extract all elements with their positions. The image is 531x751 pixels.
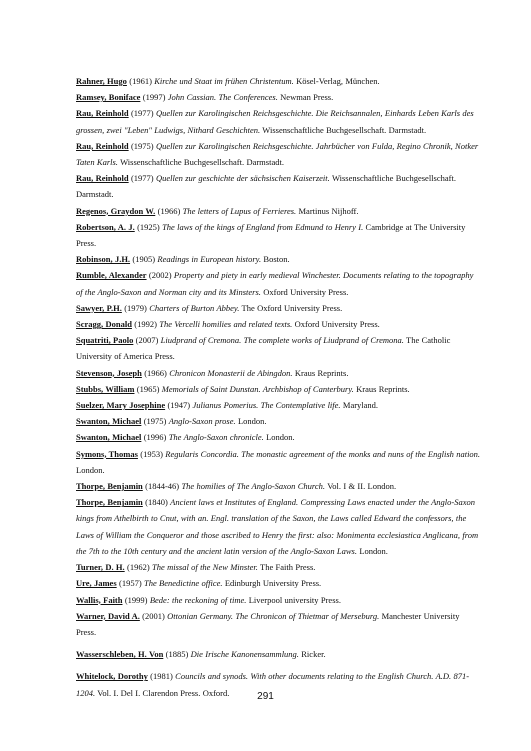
entry-year: (1975) (143, 416, 167, 427)
entry-author: Thorpe, Benjamin (76, 497, 143, 508)
bibliography-entry (76, 203, 481, 219)
entry-publisher: Martinus Nijhoff. (298, 205, 359, 216)
entry-author: Rahner, Hugo (76, 76, 127, 86)
entry-author: Ramsey, Boniface (76, 92, 141, 103)
entry-author: Robinson, J.H. (76, 254, 131, 265)
entry-author: Wasserschleben, H. Von (76, 649, 164, 660)
entry-year: (1992) (134, 319, 157, 330)
bibliography-entry (76, 105, 481, 137)
entry-author: Rau, Reinhold (76, 140, 129, 151)
entry-publisher: Oxford University Press. (294, 319, 380, 330)
bibliography-list (76, 73, 481, 701)
entry-year: (1996) (143, 432, 167, 443)
entry-publisher: Newman Press. (280, 92, 334, 103)
entry-year: (1977) (130, 173, 154, 184)
entry-publisher: The Oxford University Press. (241, 302, 343, 313)
entry-title: Julianus Pomerius. The Contemplative life. (192, 400, 341, 411)
entry-author: Thorpe, Benjamin (76, 481, 143, 492)
entry-year: (1981) (150, 671, 173, 682)
entry-title: Quellen zur Karolingischen Reichsgeschichte. Jahrbücher von Fulda, Regino Chronik, Notker Taten Karls. (76, 140, 479, 168)
bibliography-entry (76, 332, 481, 364)
entry-author: Rumble, Alexander (76, 270, 147, 281)
entry-publisher: Wissenschaftliche Buchgesellschaft. Darmstadt. (120, 157, 284, 168)
bibliography-entry (76, 365, 481, 381)
entry-title: Readings in European history. (157, 254, 262, 265)
entry-year: (1961) (129, 76, 152, 86)
bibliography-entry (76, 478, 481, 494)
bibliography-entry (76, 575, 481, 591)
entry-year: (1966) (157, 205, 181, 216)
bibliography-entry (76, 559, 481, 575)
entry-year: (1979) (124, 302, 147, 313)
bibliography-entry (76, 219, 481, 251)
bibliography-entry (76, 170, 481, 202)
entry-publisher: Wissenschaftliche Buchgesellschaft. Darmstadt. (76, 173, 456, 200)
page-number: 291 (257, 691, 274, 702)
entry-year: (1953) (140, 448, 163, 459)
entry-title: The Anglo-Saxon chronicle. (168, 432, 264, 443)
entry-title: The letters of Lupus of Ferrieres. (182, 205, 297, 216)
bibliography-entry (76, 73, 481, 89)
entry-author: Ure, James (76, 578, 117, 589)
bibliography-entry (76, 267, 481, 299)
entry-year: (1844-46) (145, 481, 180, 492)
bibliography-entry (76, 300, 481, 316)
entry-author: Scragg, Donald (76, 319, 132, 330)
entry-title: Die Irische Kanonensammlung. (190, 649, 299, 660)
bibliography-entry (76, 446, 481, 478)
entry-publisher: Kösel-Verlag, München. (296, 76, 380, 86)
entry-title: The laws of the kings of England from Edmund to Henry I. (162, 221, 364, 232)
entry-title: The Vercelli homilies and related texts. (159, 319, 293, 330)
entry-title: John Cassian. The Conferences. (167, 92, 278, 103)
entry-year: (1977) (130, 108, 154, 119)
entry-year: (1885) (165, 649, 189, 660)
bibliography-entry (76, 89, 481, 105)
entry-year: (1957) (118, 578, 142, 589)
entry-title: Chronicon Monasterii de Abingdon. (169, 367, 293, 378)
entry-title: Ottonian Germany. The Chronicon of Thietmar of Merseburg. (167, 610, 380, 621)
entry-title: Quellen zur Karolingischen Reichsgeschichte. Die Reichsannalen, Einhards Leben Karls des grossen, zwei "Leben" Ludwigs, Nithard Geschichten. (76, 108, 474, 135)
entry-title: Liudprand of Cremona. The complete works of Liudprand of Cremona. (160, 335, 404, 346)
entry-title: Memorials of Saint Dunstan. Archbishop of Canterbury. (161, 383, 354, 394)
bibliography-entry (76, 413, 481, 429)
entry-title: Anglo-Saxon prose. (168, 416, 236, 427)
entry-author: Turner, D. H. (76, 562, 125, 573)
bibliography-entry (76, 608, 481, 640)
bibliography-entry (76, 381, 481, 397)
entry-title: Bede: the reckoning of time. (149, 594, 247, 605)
entry-author: Stevenson, Joseph (76, 367, 142, 378)
entry-title: The Benedictine office. (143, 578, 223, 589)
entry-author: Warner, David A. (76, 610, 140, 621)
entry-year: (1840) (145, 497, 168, 508)
entry-publisher: Maryland. (342, 400, 379, 411)
entry-author: Rau, Reinhold (76, 108, 129, 119)
bibliography-entry (76, 494, 481, 559)
entry-publisher: Kraus Reprints. (356, 383, 410, 394)
entry-year: (1966) (144, 367, 167, 378)
entry-publisher: Vol. I. Del I. Clarendon Press. Oxford. (97, 687, 230, 698)
bibliography-entry (76, 429, 481, 445)
entry-title: Kirche und Staat im frühen Christentum. (154, 76, 294, 86)
entry-title: Ancient laws et Institutes of England. Compressing Laws enacted under the Anglo-Saxon kings from Athelbirth to Cnut, with an. Engl. translation of the Saxon, the Laws called Edward the confessors, the Laws of William the Conqueror and those ascribed to Henry the first: also: Monimenta ecclesiastica Anglicana, from the 7th to the 10th century and the ancient latin version of the Anglo-Saxon Laws. (76, 497, 479, 556)
entry-title: Regularis Concordia. The monastic agreement of the monks and nuns of the English nation. (165, 448, 481, 459)
entry-author: Wallis, Faith (76, 594, 123, 605)
entry-publisher: London. (76, 464, 105, 475)
entry-author: Stubbs, William (76, 383, 135, 394)
entry-author: Rau, Reinhold (76, 173, 129, 184)
entry-author: Suelzer, Mary Josephine (76, 400, 166, 411)
entry-year: (1997) (142, 92, 166, 103)
entry-publisher: Ricker. (301, 649, 326, 660)
entry-publisher: Liverpool university Press. (248, 594, 341, 605)
entry-publisher: Boston. (263, 254, 290, 265)
entry-author: Whitelock, Dorothy (76, 671, 148, 682)
bibliography-entry (76, 316, 481, 332)
bibliography-entry (76, 646, 481, 662)
entry-year: (1999) (124, 594, 148, 605)
entry-publisher: Wissenschaftliche Buchgesellschaft. Darmstadt. (262, 124, 427, 135)
entry-author: Regenos, Graydon W. (76, 205, 156, 216)
entry-title: The missal of the New Minster. (152, 562, 258, 573)
entry-year: (1975) (130, 140, 154, 151)
entry-title: Property and piety in early medieval Winchester. Documents relating to the topography of the Anglo-Saxon and Norman city and its Minsters. (76, 270, 474, 297)
entry-publisher: Oxford University Press. (263, 286, 349, 297)
bibliography-entry (76, 397, 481, 413)
entry-author: Squatriti, Paolo (76, 335, 134, 346)
entry-year: (2002) (148, 270, 172, 281)
entry-author: Swanton, Michael (76, 432, 142, 443)
entry-author: Swanton, Michael (76, 416, 142, 427)
entry-publisher: The Catholic University of America Press. (76, 335, 451, 362)
bibliography-entry (76, 592, 481, 608)
entry-year: (1947) (167, 400, 191, 411)
entry-year: (1962) (127, 562, 150, 573)
entry-author: Symons, Thomas (76, 448, 138, 459)
entry-publisher: Cambridge at The University Press. (76, 221, 466, 249)
entry-publisher: Manchester University Press. (76, 610, 460, 637)
entry-year: (2001) (142, 610, 165, 621)
entry-publisher: London. (359, 545, 388, 556)
entry-author: Robertson, A. J. (76, 221, 135, 232)
entry-publisher: The Faith Press. (260, 562, 316, 573)
entry-publisher: Vol. I & II. London. (327, 481, 397, 492)
bibliography-entry (76, 138, 481, 170)
entry-title: Quellen zur geschichte der sächsischen Kaiserzeit. (155, 173, 330, 184)
entry-year: (2007) (135, 335, 159, 346)
entry-title: Councils and synods. With other documents relating to the English Church. A.D. 871-1204. (76, 671, 470, 698)
entry-author: Sawyer, P.H. (76, 302, 122, 313)
entry-year: (1905) (132, 254, 156, 265)
entry-title: The homilies of The Anglo-Saxon Church. (181, 481, 326, 492)
entry-year: (1925) (137, 221, 160, 232)
bibliography-entry (76, 251, 481, 267)
entry-publisher: Kraus Reprints. (294, 367, 349, 378)
entry-title: Charters of Burton Abbey. (149, 302, 240, 313)
entry-publisher: London. (266, 432, 295, 443)
entry-year: (1965) (136, 383, 160, 394)
entry-publisher: London. (237, 416, 267, 427)
entry-publisher: Edinburgh University Press. (224, 578, 322, 589)
